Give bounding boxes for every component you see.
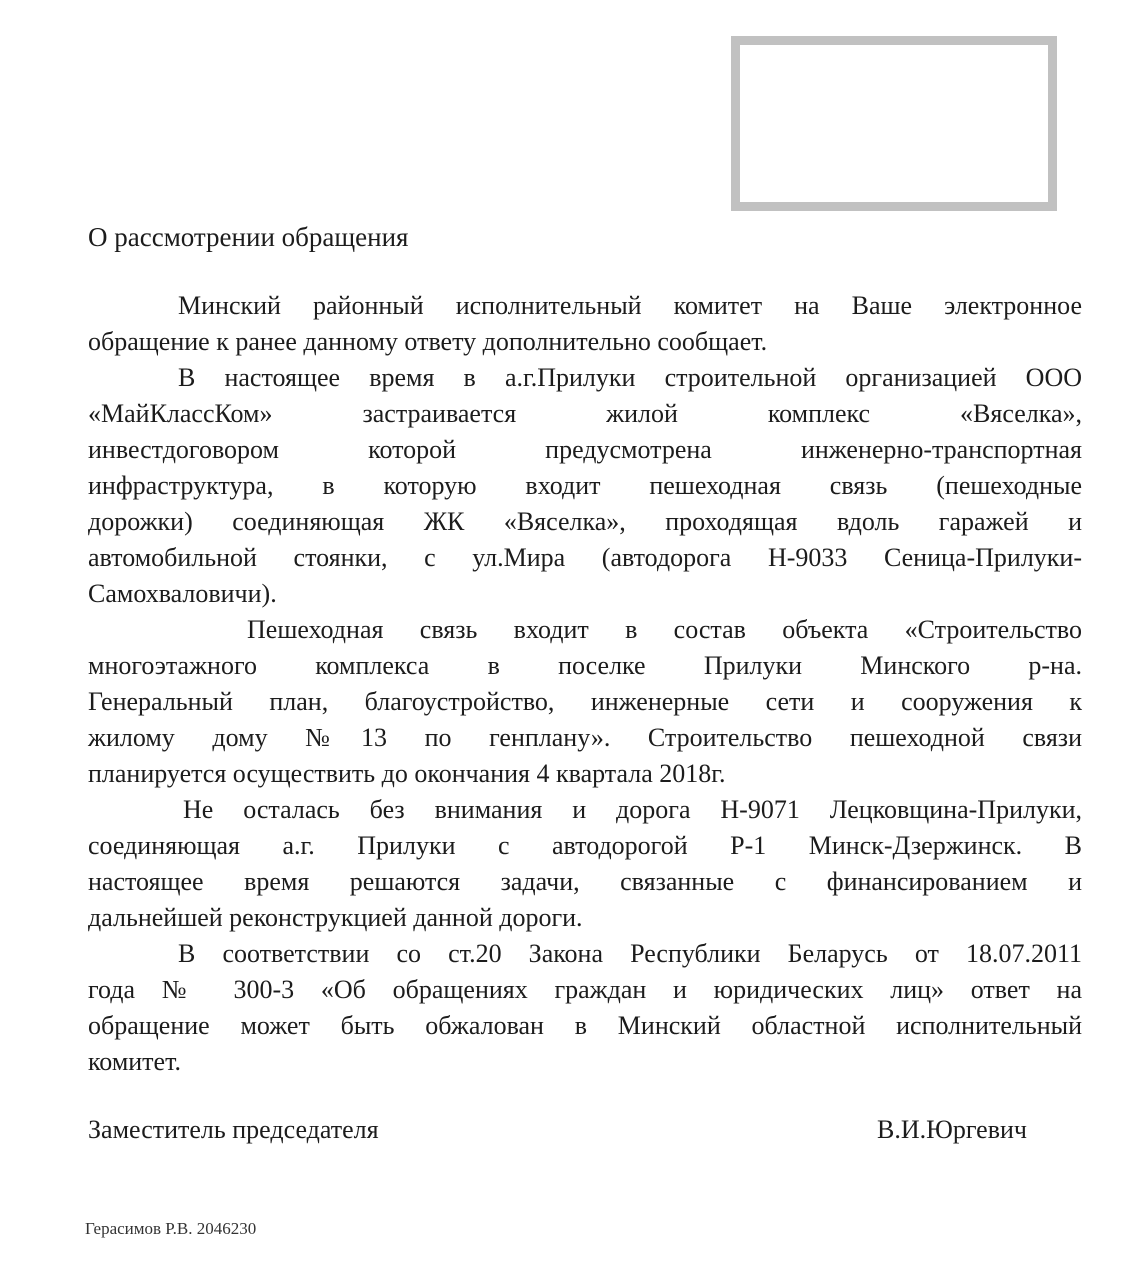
body-line: Минский районный исполнительный комитет на Ваше электронное	[178, 291, 1082, 320]
body-line: дорожки) соединяющая ЖК «Вяселка», проходящая вдоль гаражей и	[88, 507, 1082, 536]
signature-position-title: Заместитель председателя	[88, 1115, 379, 1144]
paragraph	[88, 612, 1082, 792]
body-line: «МайКлассКом» застраивается жилой комплекс «Вяселка»,	[88, 399, 1082, 428]
body-line: настоящее время решаются задачи, связанные с финансированием и	[88, 867, 1082, 896]
signature-name: В.И.Юргевич	[877, 1115, 1027, 1144]
body-line: В настоящее время в а.г.Прилуки строительной организацией ООО	[178, 363, 1082, 392]
body-line: Самохваловичи).	[88, 579, 277, 608]
paragraph	[88, 936, 1082, 1080]
body-line: Генеральный план, благоустройство, инженерные сети и сооружения к	[88, 687, 1082, 716]
body-line: Пешеходная связь входит в состав объекта «Строительство	[247, 615, 1082, 644]
body-line: инвестдоговором которой предусмотрена инженерно-транспортная	[88, 435, 1082, 464]
body-line: комитет.	[88, 1047, 181, 1076]
body-line: В соответствии со ст.20 Закона Республики Беларусь от 18.07.2011	[178, 939, 1082, 968]
body-line: инфраструктура, в которую входит пешеходная связь (пешеходные	[88, 471, 1082, 500]
executor-note: Герасимов Р.В. 2046230	[85, 1219, 257, 1238]
body-line: Не осталась без внимания и дорога Н-9071 Лецковщина-Прилуки,	[183, 795, 1082, 824]
paragraph	[88, 288, 1082, 360]
body-line: дальнейшей реконструкцией данной дороги.	[88, 903, 583, 932]
body-line: обращение может быть обжалован в Минский областной исполнительный	[88, 1011, 1082, 1040]
letter-body	[88, 288, 1082, 1080]
subject-line: О рассмотрении обращения	[88, 222, 409, 252]
body-line: обращение к ранее данному ответу дополнительно сообщает.	[88, 327, 768, 356]
stamp-placeholder-box	[731, 36, 1057, 211]
body-line: жилому дому №13 по генплану». Строительство пешеходной связи	[88, 723, 1082, 752]
body-line: планируется осуществить до окончания 4 квартала 2018г.	[88, 759, 726, 788]
signature-row	[88, 1112, 1082, 1148]
body-line: автомобильной стоянки, с ул.Мира (автодорога Н-9033 Сеница-Прилуки-	[88, 543, 1082, 572]
paragraph	[88, 792, 1082, 936]
body-line: соединяющая а.г. Прилуки с автодорогой Р-1 Минск-Дзержинск. В	[88, 831, 1082, 860]
paragraph	[88, 360, 1082, 612]
body-line: года № 300-3 «Об обращениях граждан и юридических лиц» ответ на	[88, 975, 1082, 1004]
body-line: многоэтажного комплекса в поселке Прилуки Минского р-на.	[88, 651, 1082, 680]
